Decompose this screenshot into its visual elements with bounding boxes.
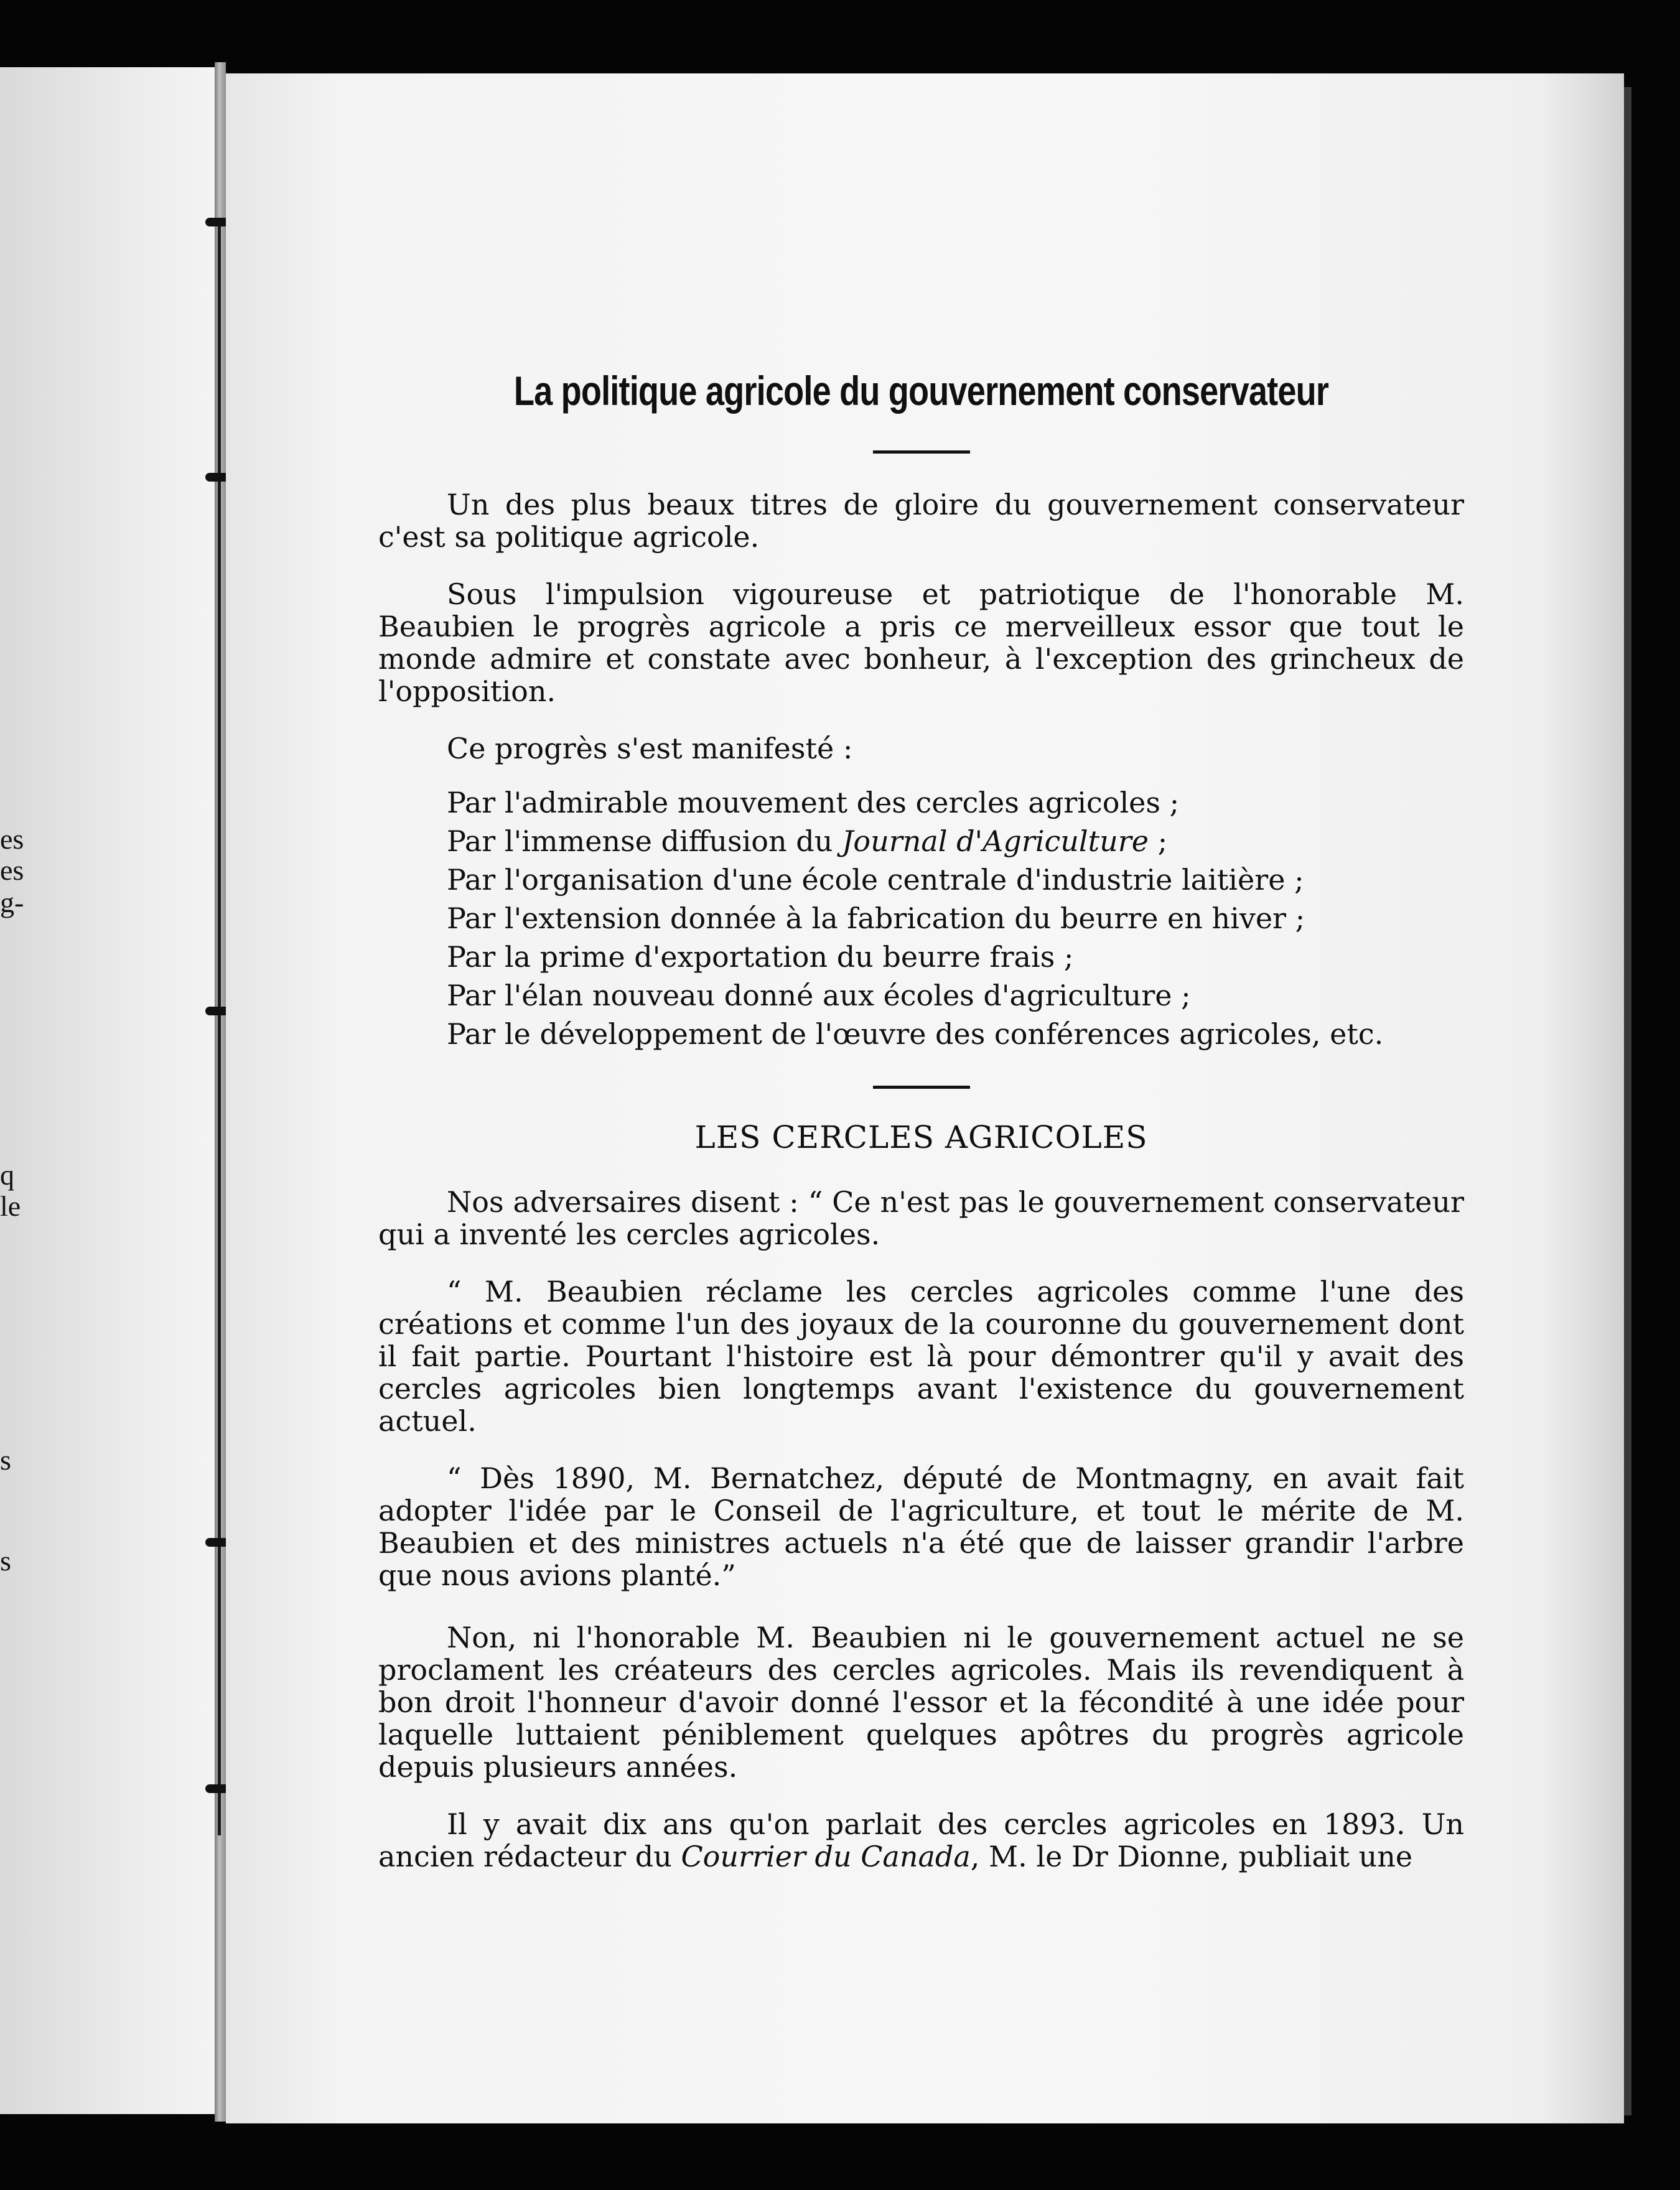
left-page-fragments [0, 67, 215, 2114]
last-paragraph [378, 1808, 1464, 1873]
document-page [226, 73, 1624, 2123]
impulse-paragraph: Sous l'impulsion vigoureuse et patriotique de l'honorable M. Beaubien le progrès agricole a pris ce merveilleux essor que tout le monde admire et constate avec bonheur, à l'exception des grincheux de l'opposition. [378, 577, 1464, 708]
left-fragment: s [0, 1444, 11, 1476]
adversaries-paragraph: Nos adversaires disent : “ Ce n'est pas le gouvernement conservateur qui a inventé les cercles agricoles. [378, 1185, 1464, 1251]
list-item: Par l'organisation d'une école centrale d'industrie laitière ; [447, 863, 1304, 897]
left-fragment: le [0, 1190, 21, 1222]
paragraph-text: , M. le Dr Dionne, publiait une [970, 1840, 1413, 1873]
list-item: Par l'élan nouveau donné aux écoles d'agriculture ; [447, 979, 1191, 1012]
quote-paragraph: “ Dès 1890, M. Bernatchez, député de Montmagny, en avait fait adopter l'idée par le Conseil de l'agriculture, et tout le mérite de M. Beaubien et des ministres actuels n'a été que de laisser grandir l'arbre que nous avions planté.” [378, 1461, 1464, 1592]
progress-intro: Ce progrès s'est manifesté : [447, 732, 853, 765]
journal-title: Journal d'Agriculture [841, 824, 1149, 858]
page-title: La politique agricole du gouvernement conservateur [513, 368, 1329, 414]
page-content [378, 366, 1464, 1898]
list-item: Par la prime d'exportation du beurre frais ; [447, 940, 1074, 974]
left-fragment: es [0, 823, 24, 855]
left-fragment: s [0, 1545, 11, 1577]
intro-paragraph: Un des plus beaux titres de gloire du gouvernement conservateur c'est sa politique agricole. [378, 488, 1464, 554]
left-fragment: q [0, 1159, 14, 1191]
quote-paragraph: “ M. Beaubien réclame les cercles agricoles comme l'une des créations et comme l'un des joyaux de la couronne du gouvernement dont il fait partie. Pourtant l'histoire est là pour démontrer qu'il y avait des cercles agricoles bien longtemps avant l'existence du gouvernement actuel. [378, 1275, 1464, 1438]
left-fragment: es [0, 854, 24, 886]
list-item-text: ; [1148, 824, 1168, 858]
left-fragment: g- [0, 887, 24, 918]
left-facing-page [0, 67, 215, 2114]
list-item [447, 822, 1464, 860]
newspaper-title: Courrier du Canada [681, 1840, 971, 1873]
section-heading: LES CERCLES AGRICOLES [694, 1119, 1148, 1155]
binding-thread [218, 218, 221, 1835]
response-paragraph: Non, ni l'honorable M. Beaubien ni le gouvernement actuel ne se proclament les créateurs des cercles agricoles. Mais ils revendiquent à bon droit l'honneur d'avoir donné l'essor et la fécondité à une idée pour laquelle luttaient péniblement quelques apôtres du progrès agricole depuis plusieurs années. [378, 1621, 1464, 1784]
page-edge [1624, 87, 1631, 2115]
section-divider [873, 1086, 970, 1089]
progress-list [378, 783, 1464, 1053]
list-item: Par le développement de l'œuvre des conférences agricoles, etc. [447, 1017, 1384, 1051]
title-divider [873, 450, 970, 454]
list-item: Par l'extension donnée à la fabrication du beurre en hiver ; [447, 902, 1305, 935]
list-item-text: Par l'immense diffusion du [447, 824, 842, 858]
list-item: Par l'admirable mouvement des cercles agricoles ; [447, 786, 1180, 819]
paragraph-text: Il y avait dix ans qu'on parlait des cercles agricoles en 1893. Un ancien rédacteur du [378, 1807, 1464, 1873]
